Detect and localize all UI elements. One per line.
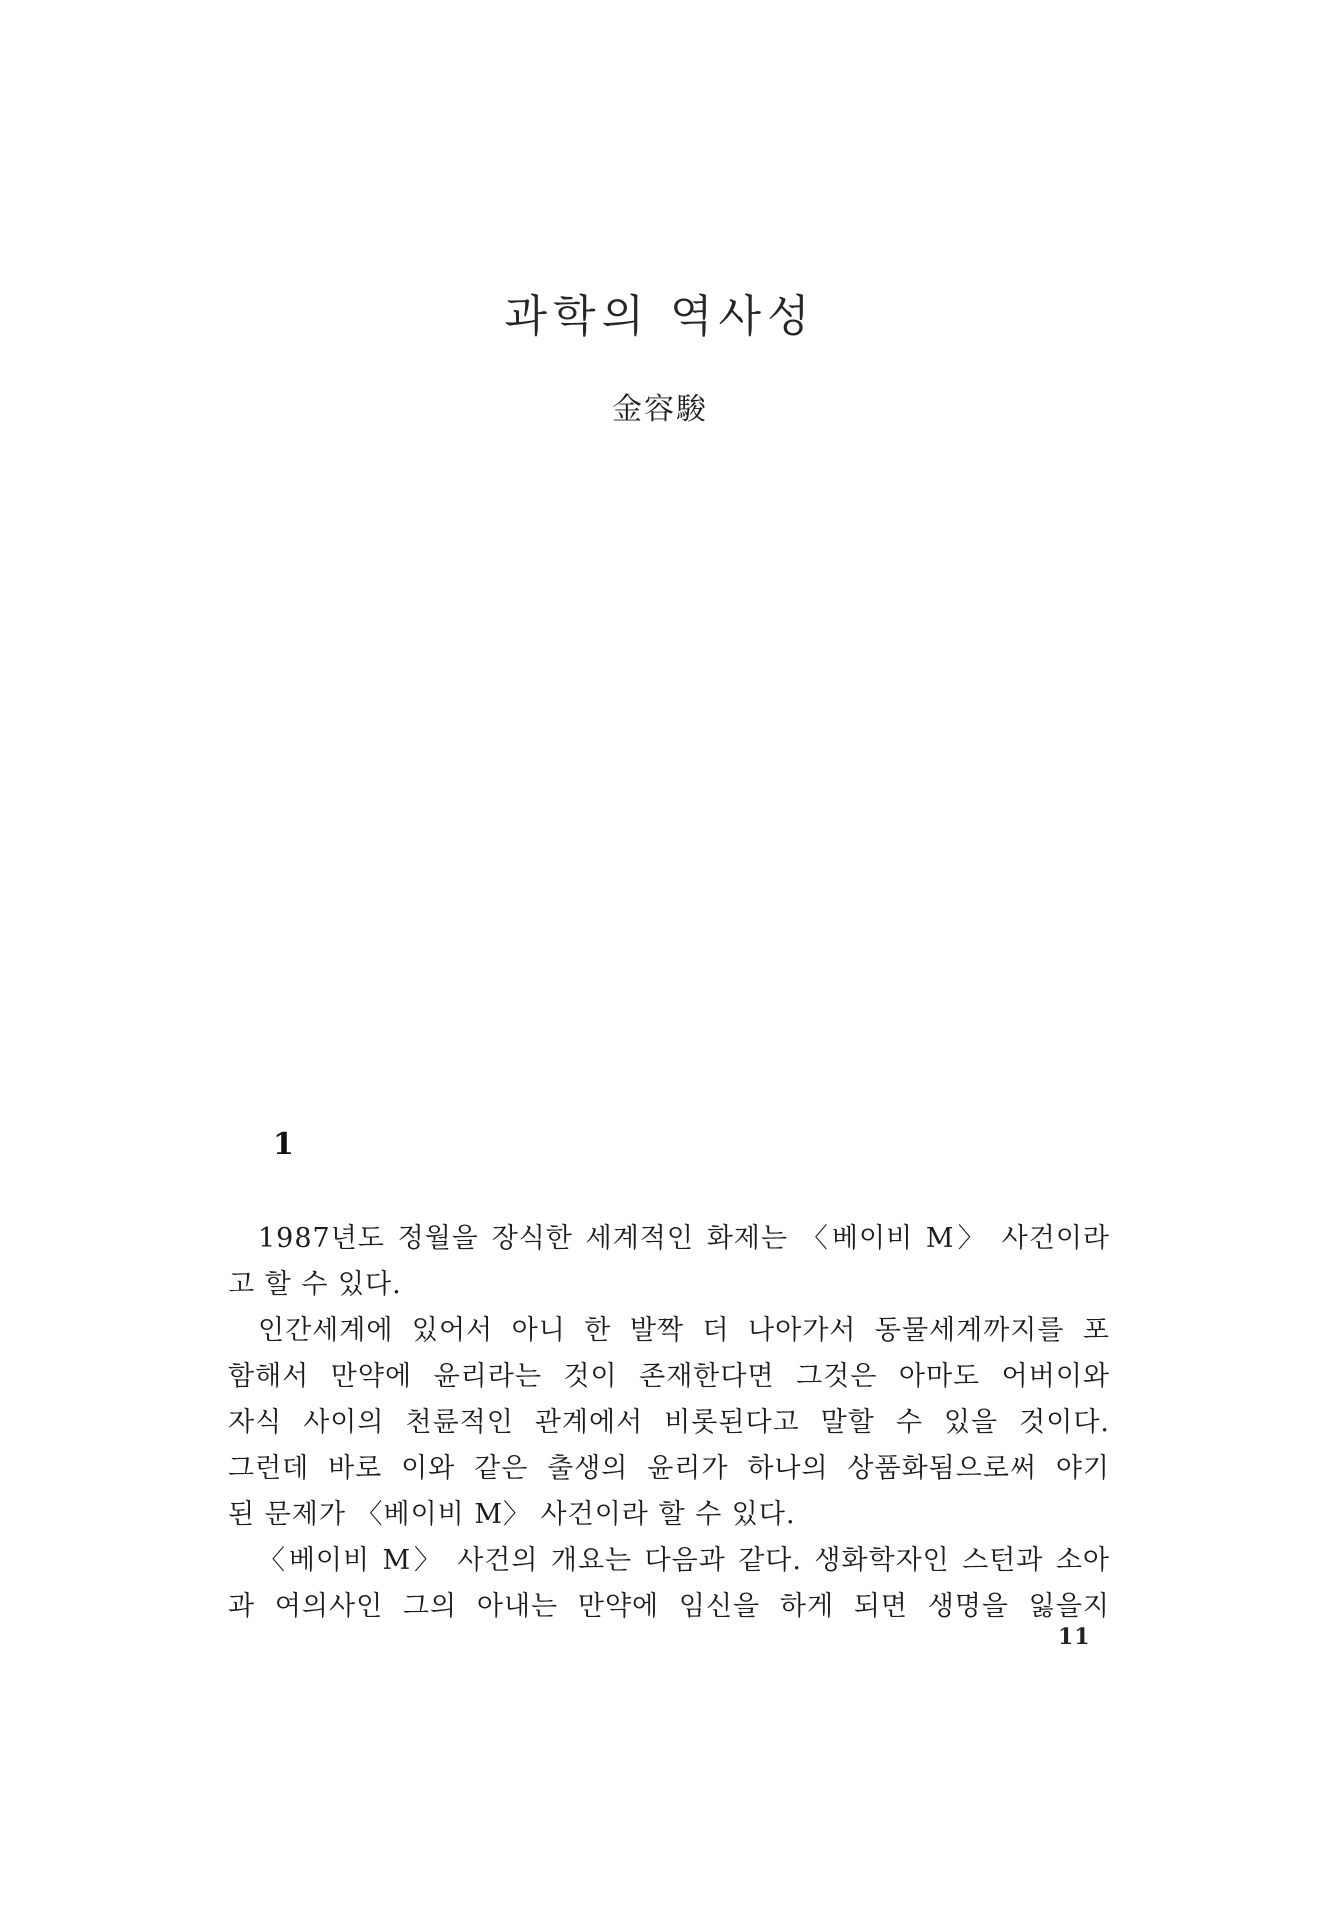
author-name: 金容駿 (612, 392, 708, 427)
section-number: 1 (273, 1127, 294, 1162)
chapter-title: 과학의 역사성 (504, 291, 816, 342)
page-number: 11 (1058, 1624, 1091, 1650)
paragraph-line: 1987년도 정월을 장식한 세계적인 화제는 〈베이비 M〉 사건이라 (258, 1223, 1110, 1254)
paragraph-line: 고 할 수 있다. (228, 1269, 402, 1300)
paragraph-line: 된 문제가 〈베이비 M〉 사건이라 할 수 있다. (228, 1499, 796, 1530)
paragraph-line: 과 여의사인 그의 아내는 만약에 임신을 하게 되면 생명을 잃을지 (228, 1591, 1110, 1622)
paragraph-line: 인간세계에 있어서 아니 한 발짝 더 나아가서 동물세계까지를 포 (258, 1315, 1110, 1346)
paragraph-line: 함해서 만약에 윤리라는 것이 존재한다면 그것은 아마도 어버이와 (228, 1361, 1110, 1392)
paragraph-line: 자식 사이의 천륜적인 관계에서 비롯된다고 말할 수 있을 것이다. (228, 1407, 1110, 1438)
paragraph-line: 〈베이비 M〉 사건의 개요는 다음과 같다. 생화학자인 스턴과 소아 (258, 1545, 1110, 1576)
body-text (228, 1216, 1110, 1630)
paragraph-line: 그런데 바로 이와 같은 출생의 윤리가 하나의 상품화됨으로써 야기 (228, 1453, 1110, 1484)
